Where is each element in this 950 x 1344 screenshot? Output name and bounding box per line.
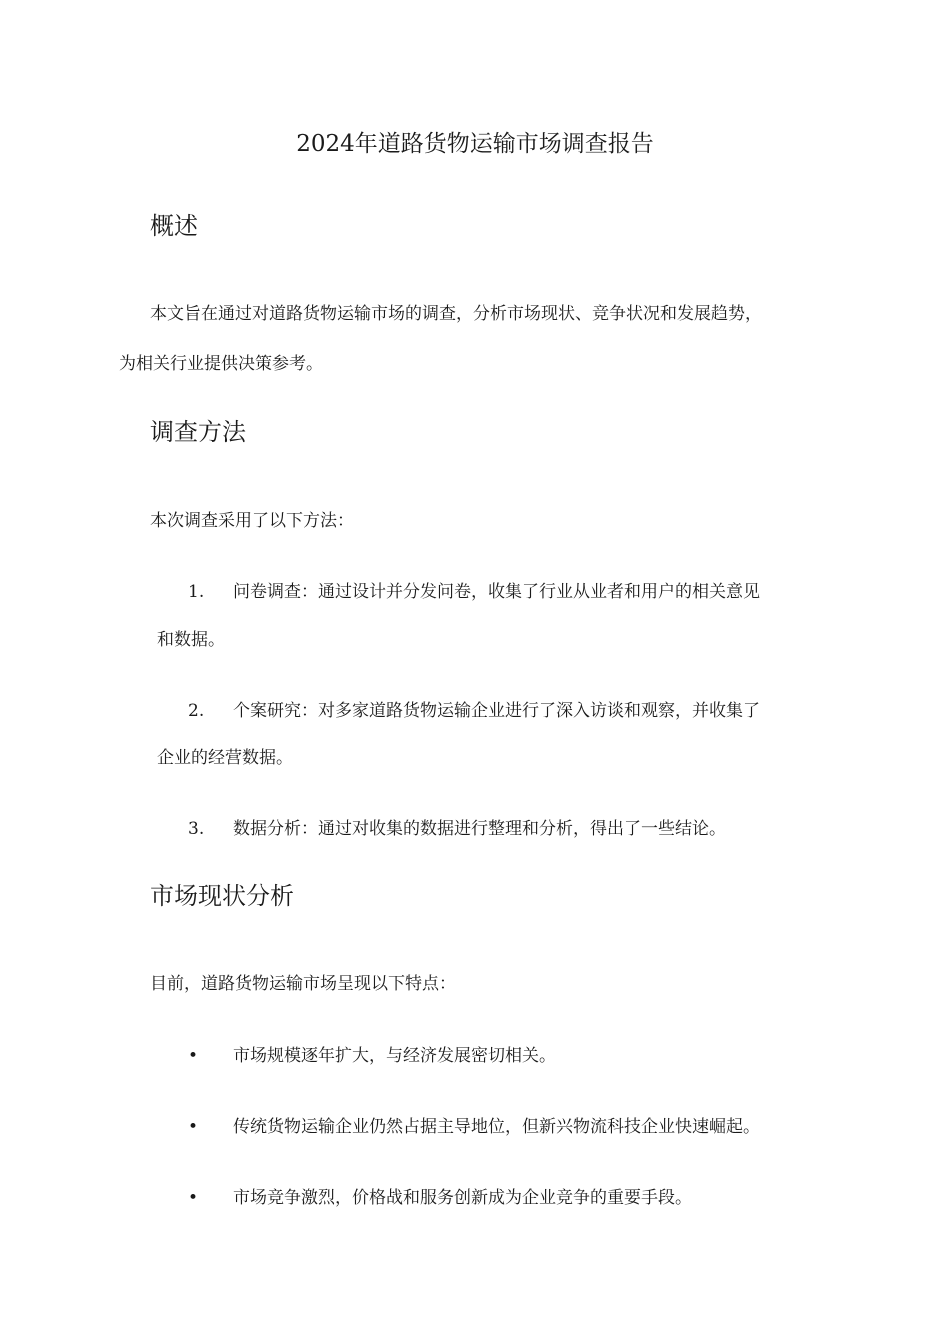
list-item-text: 市场规模逐年扩大，与经济发展密切相关。 [233, 1046, 556, 1066]
list-item-number: 1. [188, 582, 205, 602]
list-item-continuation: 企业的经营数据。 [157, 748, 293, 768]
list-item-text: 问卷调查：通过设计并分发问卷，收集了行业从业者和用户的相关意见 [233, 582, 760, 602]
heading-overview: 概述 [150, 212, 198, 240]
heading-market-analysis: 市场现状分析 [150, 882, 294, 910]
method-intro: 本次调查采用了以下方法： [150, 511, 354, 531]
list-item-number: 2. [188, 701, 205, 721]
market-intro: 目前，道路货物运输市场呈现以下特点： [150, 974, 456, 994]
heading-method: 调查方法 [150, 418, 246, 446]
bullet-icon: • [188, 1046, 199, 1066]
list-item-text: 市场竞争激烈，价格战和服务创新成为企业竞争的重要手段。 [233, 1188, 692, 1208]
list-item-text: 传统货物运输企业仍然占据主导地位，但新兴物流科技企业快速崛起。 [233, 1117, 760, 1137]
overview-paragraph-line-1: 本文旨在通过对道路货物运输市场的调查，分析市场现状、竞争状况和发展趋势， [150, 304, 762, 324]
document-title: 2024年道路货物运输市场调查报告 [296, 131, 654, 157]
bullet-icon: • [188, 1188, 199, 1208]
list-item-text: 数据分析：通过对收集的数据进行整理和分析，得出了一些结论。 [233, 819, 726, 839]
list-item-continuation: 和数据。 [157, 630, 225, 650]
bullet-icon: • [188, 1117, 199, 1137]
overview-paragraph-line-2: 为相关行业提供决策参考。 [119, 354, 323, 374]
list-item-text: 个案研究：对多家道路货物运输企业进行了深入访谈和观察，并收集了 [233, 701, 760, 721]
list-item-number: 3. [188, 819, 205, 839]
